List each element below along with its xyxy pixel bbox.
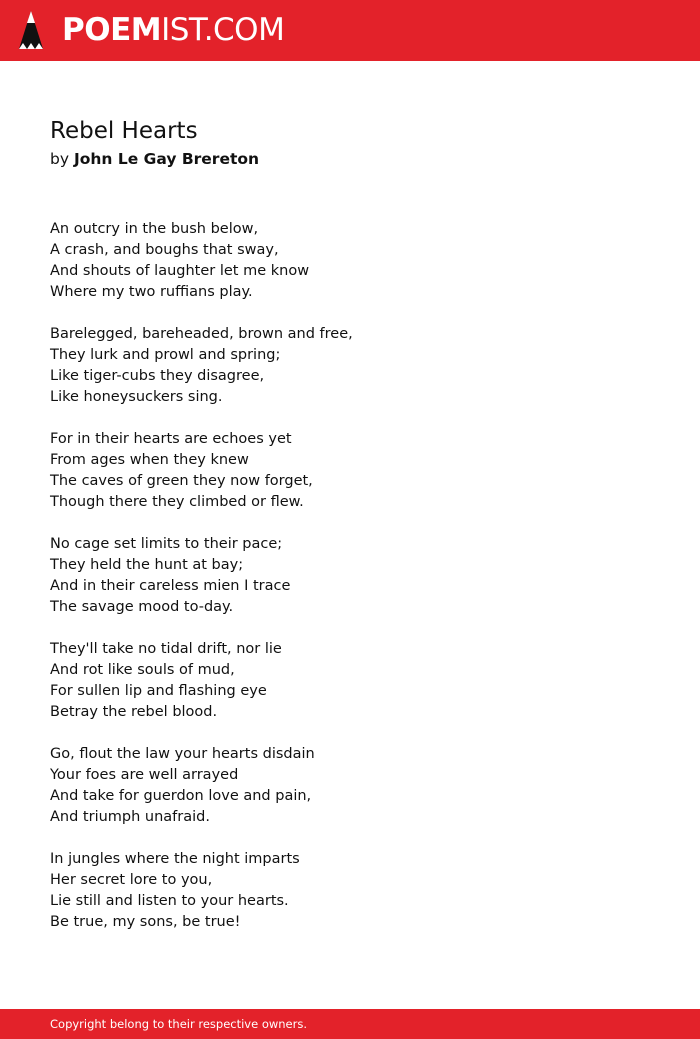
poem-line: No cage set limits to their pace;	[50, 536, 283, 552]
poem-line: An outcry in the bush below,	[50, 221, 259, 237]
poem-line: The savage mood to-day.	[50, 599, 234, 615]
poem-title: Rebel Hearts	[50, 118, 198, 144]
poem-line: For sullen lip and flashing eye	[50, 683, 267, 699]
poem-line: In jungles where the night imparts	[50, 851, 300, 867]
stanza	[50, 219, 650, 303]
poem-line: Like tiger-cubs they disagree,	[50, 368, 265, 384]
poem-line: Your foes are well arrayed	[50, 767, 239, 783]
poem-line: They'll take no tidal drift, nor lie	[50, 641, 282, 657]
poem-line: And shouts of laughter let me know	[50, 263, 310, 279]
site-footer	[0, 1009, 700, 1039]
poem-line: Betray the rebel blood.	[50, 704, 218, 720]
stanza	[50, 324, 650, 408]
poem-line: Barelegged, bareheaded, brown and free,	[50, 326, 353, 342]
logo-light-text: IST.COM	[161, 12, 285, 48]
poem-line: And take for guerdon love and pain,	[50, 788, 312, 804]
poem-line: For in their hearts are echoes yet	[50, 431, 292, 447]
poem-line: Go, flout the law your hearts disdain	[50, 746, 315, 762]
stanza	[50, 429, 650, 513]
site-header	[0, 0, 700, 61]
stanza	[50, 639, 650, 723]
poem-author: John Le Gay Brereton	[73, 150, 260, 168]
poem-line: Her secret lore to you,	[50, 872, 213, 888]
poem-line: They lurk and prowl and spring;	[50, 347, 281, 363]
poem-line: They held the hunt at bay;	[50, 557, 244, 573]
poem-line: And rot like souls of mud,	[50, 662, 235, 678]
by-label: by	[50, 150, 70, 168]
poem-line: Like honeysuckers sing.	[50, 389, 223, 405]
copyright-notice: Copyright belong to their respective owners.	[50, 1017, 308, 1031]
stanza	[50, 744, 650, 828]
logo-bold-text: POEM	[62, 12, 162, 48]
poem-line: Where my two ruffians play.	[50, 284, 253, 300]
poem-line: Be true, my sons, be true!	[50, 914, 241, 930]
poem-line: From ages when they knew	[50, 452, 249, 468]
poem-line: Lie still and listen to your hearts.	[50, 893, 289, 909]
site-logo-text[interactable]	[62, 9, 284, 51]
poem-line: A crash, and boughs that sway,	[50, 242, 279, 258]
poem-line: Though there they climbed or flew.	[50, 494, 304, 510]
poem-line: And triumph unafraid.	[50, 809, 210, 825]
poem-body	[50, 219, 650, 954]
stanza	[50, 534, 650, 618]
stanza	[50, 849, 650, 933]
poem-line: The caves of green they now forget,	[50, 473, 313, 489]
poem-byline	[50, 148, 259, 170]
pencil-logo-icon[interactable]	[17, 9, 45, 51]
poem-line: And in their careless mien I trace	[50, 578, 291, 594]
